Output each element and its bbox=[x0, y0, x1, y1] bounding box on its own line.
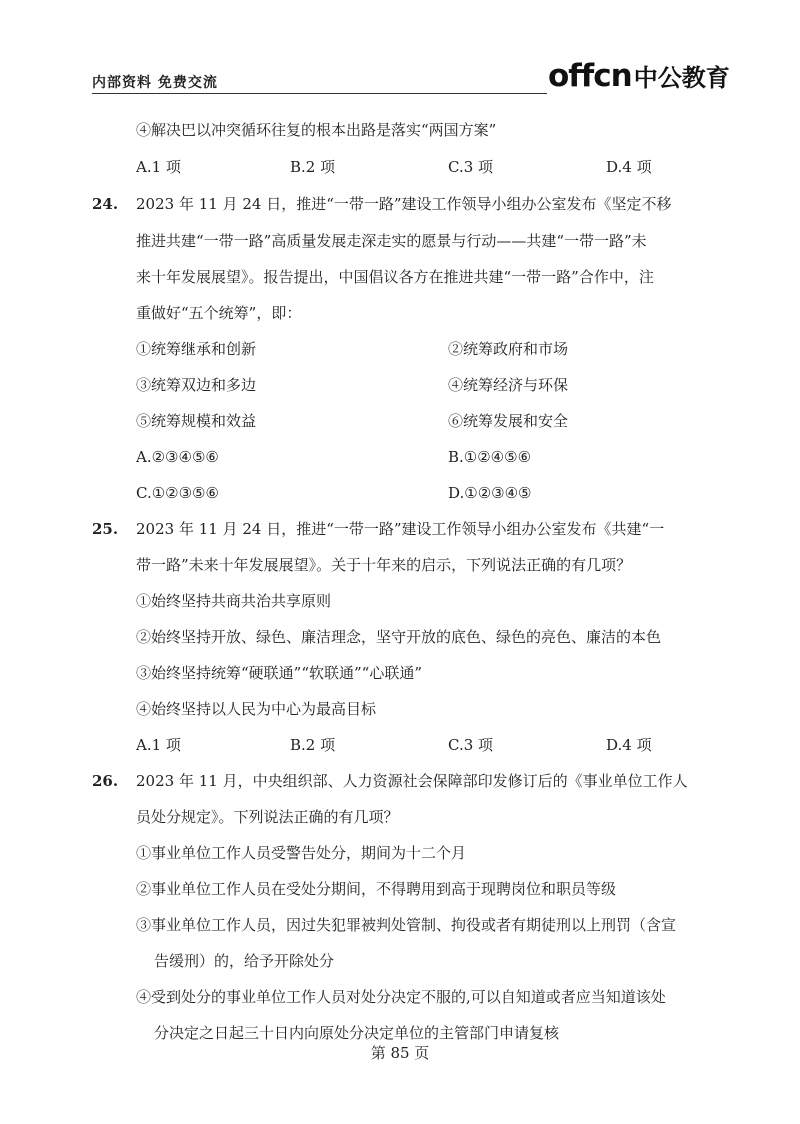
q25-item-4: ④始终坚持以人民为中心为最高目标 bbox=[136, 700, 377, 718]
q23-option-b: B.2 项 bbox=[290, 158, 336, 176]
q24-option-c: C.①②③⑤⑥ bbox=[136, 484, 219, 502]
q25-item-1: ①始终坚持共商共治共享原则 bbox=[136, 592, 332, 610]
q26-item-2: ②事业单位工作人员在受处分期间，不得聘用到高于现聘岗位和职员等级 bbox=[136, 880, 617, 898]
q24-item-6: ⑥统筹发展和安全 bbox=[448, 412, 569, 430]
q24-line-1: 2023 年 11 月 24 日，推进“一带一路”建设工作领导小组办公室发布《坚定不移 bbox=[136, 195, 672, 213]
q25-item-2: ②始终坚持开放、绿色、廉洁理念，坚守开放的底色、绿色的亮色、廉洁的本色 bbox=[136, 628, 662, 646]
q24-option-b: B.①②④⑤⑥ bbox=[448, 448, 532, 466]
q24-line-4: 重做好“五个统筹”，即： bbox=[136, 304, 302, 322]
logo-latin-text: offcn bbox=[548, 58, 632, 94]
q25-option-d: D.4 项 bbox=[606, 736, 652, 754]
q24-item-1: ①统筹继承和创新 bbox=[136, 340, 257, 358]
q24-item-2: ②统筹政府和市场 bbox=[448, 340, 569, 358]
q26-item-4: ④受到处分的事业单位工作人员对处分决定不服的,可以自知道或者应当知道该处 bbox=[136, 988, 666, 1006]
q26-number: 26. bbox=[92, 772, 119, 790]
q23-item-4: ④解决巴以冲突循环往复的根本出路是落实“两国方案” bbox=[136, 121, 497, 139]
q24-item-4: ④统筹经济与环保 bbox=[448, 376, 569, 394]
q26-item-3: ③事业单位工作人员，因过失犯罪被判处管制、拘役或者有期徒刑以上刑罚（含宣 bbox=[136, 916, 677, 934]
q24-number: 24. bbox=[92, 195, 119, 213]
page-number: 第 85 页 bbox=[370, 1044, 430, 1062]
q26-line-1: 2023 年 11 月，中央组织部、人力资源社会保障部印发修订后的《事业单位工作人 bbox=[136, 772, 688, 790]
header-rule bbox=[92, 93, 547, 94]
offcn-logo bbox=[548, 58, 730, 98]
q26-line-2: 员处分规定》。下列说法正确的有几项？ bbox=[136, 808, 399, 826]
header-label: 内部资料 免费交流 bbox=[92, 75, 218, 91]
q24-option-d: D.①②③④⑤ bbox=[448, 484, 532, 502]
q24-line-2: 推进共建“一带一路”高质量发展走深走实的愿景与行动——共建“一带一路”未 bbox=[136, 232, 647, 250]
q23-option-c: C.3 项 bbox=[448, 158, 494, 176]
q25-option-a: A.1 项 bbox=[136, 736, 181, 754]
q26-item-3-cont: 告缓刑）的，给予开除处分 bbox=[154, 952, 335, 970]
q25-item-3: ③始终坚持统筹“硬联通”“软联通”“心联通” bbox=[136, 664, 423, 682]
q24-line-3: 来十年发展展望》。报告提出，中国倡议各方在推进共建“一带一路”合作中，注 bbox=[136, 268, 654, 286]
q26-item-1: ①事业单位工作人员受警告处分，期间为十二个月 bbox=[136, 844, 467, 862]
q25-number: 25. bbox=[92, 520, 119, 538]
q25-line-1: 2023 年 11 月 24 日，推进“一带一路”建设工作领导小组办公室发布《共建“一 bbox=[136, 520, 665, 538]
q25-option-c: C.3 项 bbox=[448, 736, 494, 754]
q25-line-2: 带一路”未来十年发展展望》。关于十年来的启示，下列说法正确的有几项？ bbox=[136, 556, 632, 574]
q23-option-d: D.4 项 bbox=[606, 158, 652, 176]
q24-item-5: ⑤统筹规模和效益 bbox=[136, 412, 257, 430]
q26-item-4-cont: 分决定之日起三十日内向原处分决定单位的主管部门申请复核 bbox=[154, 1024, 560, 1042]
logo-cn-text: 中公教育 bbox=[633, 64, 730, 92]
q24-option-a: A.②③④⑤⑥ bbox=[136, 448, 219, 466]
q25-option-b: B.2 项 bbox=[290, 736, 336, 754]
q24-item-3: ③统筹双边和多边 bbox=[136, 376, 257, 394]
q23-option-a: A.1 项 bbox=[136, 158, 181, 176]
